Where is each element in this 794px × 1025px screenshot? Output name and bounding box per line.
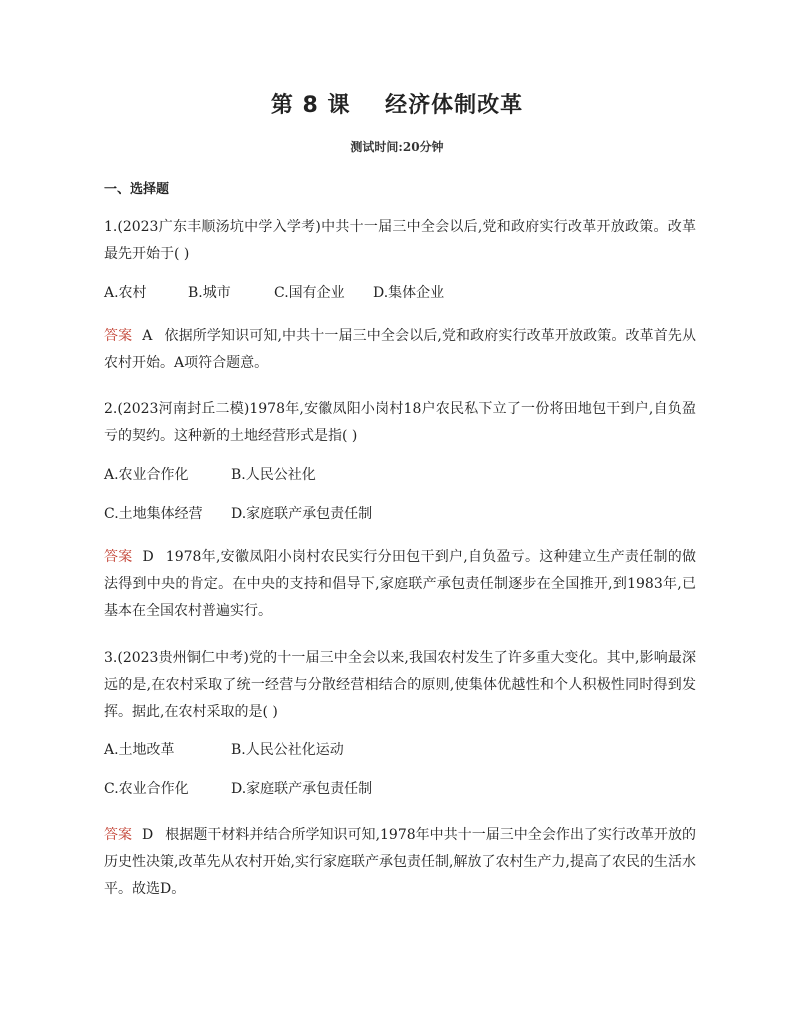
- question-1-options: [104, 283, 444, 303]
- question-2-option-d: D.家庭联产承包责任制: [231, 506, 373, 522]
- question-2-option-a: A.农业合作化: [104, 467, 189, 483]
- question-3-options-row-1: [104, 740, 344, 760]
- answer-key: D: [142, 549, 154, 565]
- section-heading: 一、选择题: [104, 182, 170, 197]
- question-1-stem: 1.(2023广东丰顺汤坑中学入学考)中共十一届三中全会以后,党和政府实行改革开放政策。改革最先开始于( ): [104, 219, 696, 262]
- question-1-option-c: C.国有企业: [274, 285, 345, 301]
- answer-label: 答案: [104, 549, 133, 565]
- question-2-options-row-2: [104, 504, 372, 524]
- answer-explanation: 依据所学知识可知,中共十一届三中全会以后,党和政府实行改革开放政策。改革首先从农村开始。A项符合题意。: [104, 328, 696, 371]
- lesson-title: 第 8 课 经济体制改革: [270, 93, 524, 118]
- question-3-option-c: C.农业合作化: [104, 781, 189, 797]
- question-3-option-a: A.土地改革: [104, 742, 175, 758]
- question-3-options-row-2: [104, 779, 372, 799]
- question-2-stem: 2.(2023河南封丘二模)1978年,安徽凤阳小岗村18户农民私下立了一份将田地包干到户,自负盈亏的契约。这种新的土地经营形式是指( ): [104, 401, 696, 444]
- test-time: 测试时间:20分钟: [350, 140, 444, 154]
- answer-explanation: 根据题干材料并结合所学知识可知,1978年中共十一届三中全会作出了实行改革开放的历史性决策,改革先从农村开始,实行家庭联产承包责任制,解放了农村生产力,提高了农民的生活水平。故选D。: [104, 827, 697, 897]
- question-1-option-d: D.集体企业: [373, 285, 445, 301]
- answer-label: 答案: [104, 827, 133, 843]
- answer-label: 答案: [104, 328, 133, 344]
- question-2-options-row-1: [104, 465, 316, 485]
- question-2-option-b: B.人民公社化: [231, 467, 316, 483]
- question-2-option-c: C.土地集体经营: [104, 506, 203, 522]
- question-3-answer: [104, 822, 696, 903]
- question-1-option-b: B.城市: [188, 285, 231, 301]
- question-3-stem: 3.(2023贵州铜仁中考)党的十一届三中全会以来,我国农村发生了许多重大变化。其中,影响最深远的是,在农村采取了统一经营与分散经营相结合的原则,使集体优越性和个人积极性同时得到发挥。据此,在农村采取的是( ): [104, 650, 696, 720]
- answer-key: A: [142, 328, 153, 344]
- question-1-option-a: A.农村: [104, 285, 147, 301]
- question-1-answer: [104, 323, 696, 377]
- question-3-option-b: B.人民公社化运动: [231, 742, 344, 758]
- question-3-option-d: D.家庭联产承包责任制: [231, 781, 373, 797]
- answer-key: D: [142, 827, 154, 843]
- answer-explanation: 1978年,安徽凤阳小岗村农民实行分田包干到户,自负盈亏。这种建立生产责任制的做法得到中央的肯定。在中央的支持和倡导下,家庭联产承包责任制逐步在全国推开,到1983年,已基本在全国农村普遍实行。: [104, 549, 697, 619]
- question-2-answer: [104, 544, 696, 625]
